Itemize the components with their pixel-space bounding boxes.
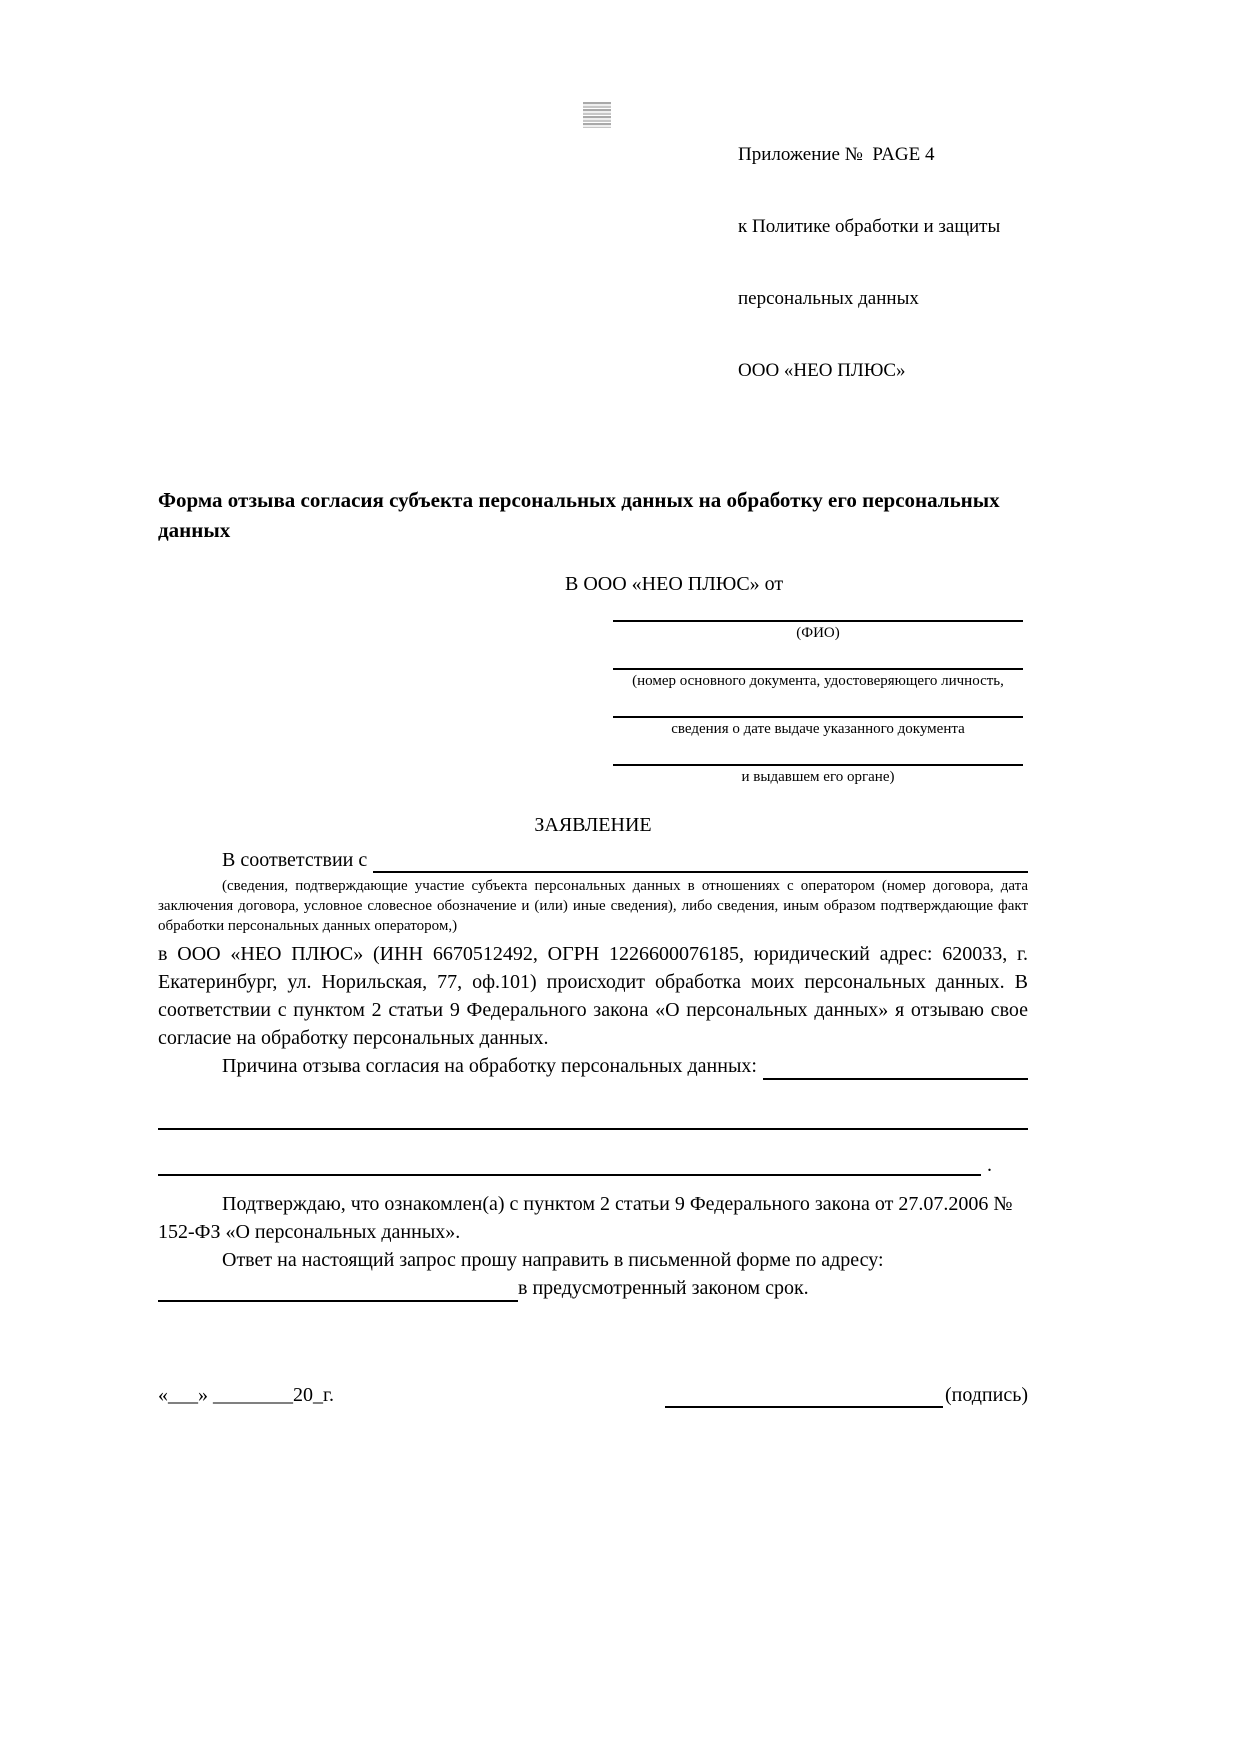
reply-address-row: [158, 1274, 1028, 1302]
reason-blank-line-2[interactable]: [158, 1154, 981, 1176]
appendix-header-line: Приложение № PAGE 4: [738, 144, 935, 165]
reason-line: [158, 1052, 1028, 1080]
reason-blank-field[interactable]: [763, 1078, 1028, 1080]
appendix-header-line: ООО «НЕО ПЛЮС»: [738, 360, 906, 381]
fio-blank-field[interactable]: [613, 607, 1023, 622]
fio-field-group: [613, 607, 1023, 642]
page-content: [158, 95, 1028, 1408]
basis-blank-field[interactable]: [373, 871, 1028, 873]
addressee-block: [158, 571, 1028, 786]
statement-body: в ООО «НЕО ПЛЮС» (ИНН 6670512492, ОГРН 1226600076185, юридический адрес: 620033, г. Екатеринбург, ул. Норильская, 77, оф.101) происходит обработка моих персональных данных. В соответствии с пунктом 2 статьи 9 Федерального закона «О персональных данных» я отзываю свое согласие на обработку персональных данных.: [158, 943, 1028, 1049]
issue-date-blank-field[interactable]: [613, 703, 1023, 718]
blank-line-terminator: .: [987, 1154, 992, 1176]
appendix-header: [738, 95, 1028, 431]
reason-blank-line-2-row: [158, 1154, 1028, 1176]
confirmation-text: Подтверждаю, что ознакомлен(а) с пунктом 2 статьи 9 Федерального закона от 27.07.2006 № 152-ФЗ «О персональных данных».: [158, 1193, 1013, 1243]
reply-request-text: Ответ на настоящий запрос прошу направить в письменной форме по адресу:: [222, 1249, 884, 1271]
document-number-field-group: [613, 655, 1023, 690]
basis-prefix: В соответствии с: [222, 849, 368, 871]
document-number-caption: (номер основного документа, удостоверяющего личность,: [632, 673, 1004, 689]
reason-prefix: Причина отзыва согласия на обработку персональных данных:: [222, 1055, 757, 1077]
issuer-blank-field[interactable]: [613, 751, 1023, 766]
issuer-field-group: [613, 751, 1023, 786]
signature-caption: (подпись): [944, 1384, 1028, 1406]
date-signature-row: [158, 1382, 1028, 1408]
basis-fine-print: (сведения, подтверждающие участие субъекта персональных данных в отношениях с оператором (номер договора, дата заключения договора, условное словесное обозначение и (или) иные сведения), либо сведения, иным образом подтверждающие факт обработки персональных данных оператором,): [158, 878, 1028, 934]
document-number-blank-field[interactable]: [613, 655, 1023, 670]
issue-date-field-group: [613, 703, 1023, 738]
reason-blank-line-1[interactable]: [158, 1122, 1028, 1130]
signature-blank-field[interactable]: [665, 1382, 943, 1408]
fio-caption: (ФИО): [796, 625, 840, 641]
appendix-header-line: к Политике обработки и защиты: [738, 216, 1001, 237]
statement-heading: ЗАЯВЛЕНИЕ: [534, 814, 652, 836]
appendix-header-line: персональных данных: [738, 288, 919, 309]
signature-block: [665, 1382, 1028, 1408]
date-blank-field[interactable]: «___» ________20_г.: [158, 1384, 334, 1406]
issuer-caption: и выдавшем его органе): [741, 769, 895, 785]
reply-address-blank-field[interactable]: [158, 1276, 518, 1302]
basis-line: [158, 847, 1028, 873]
addressee-line: В ООО «НЕО ПЛЮС» от: [565, 573, 784, 595]
document-title: Форма отзыва согласия субъекта персональных данных на обработку его персональных данных: [158, 488, 1000, 542]
issue-date-caption: сведения о дате выдаче указанного документа: [671, 721, 965, 737]
reply-suffix: в предусмотренный законом срок.: [518, 1277, 809, 1299]
